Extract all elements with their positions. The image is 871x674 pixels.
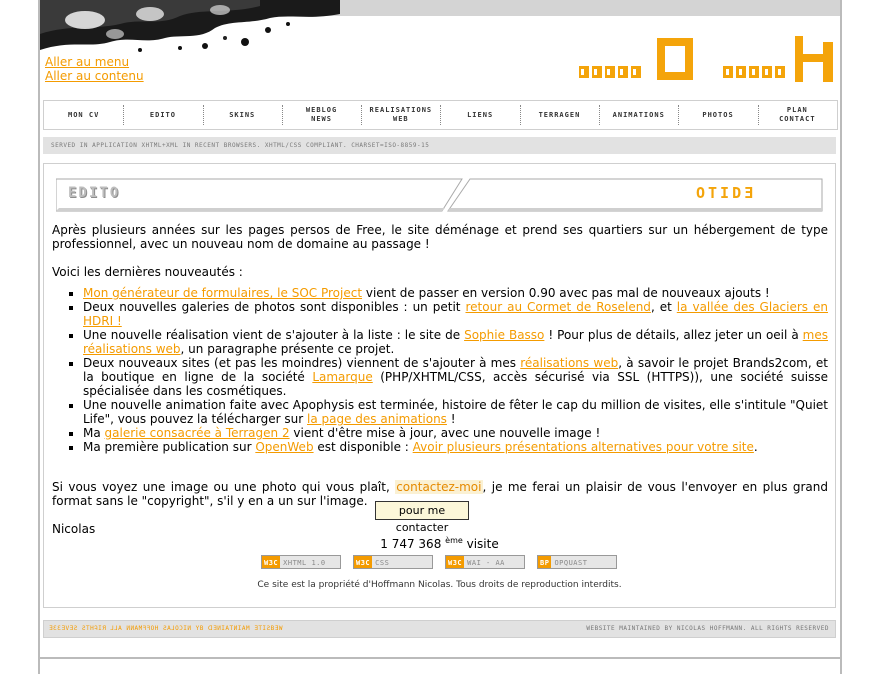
nav-item-photos[interactable]: PHOTOS xyxy=(678,101,757,129)
main-navigation xyxy=(43,100,838,130)
copyright-notice: Ce site est la propriété d'Hoffmann Nicolas. Tous droits de reproduction interdits. xyxy=(257,580,622,590)
opquast-badge[interactable]: BP OPQUAST xyxy=(537,555,617,569)
visit-counter xyxy=(44,534,835,551)
intro-paragraph: Après plusieurs années sur les pages persos de Free, le site déménage et prend ses quartiers sur un hébergement de type professionnel, avec un nouveau nom de domaine au passage ! xyxy=(52,223,828,251)
closing-paragraph: Si vous voyez une image ou une photo qui vous plaît, contactez-moi, je me ferai un plaisir de vous l'envoyer en plus grand format sans le "copyright", s'il y en a un sur l'image. xyxy=(52,480,828,508)
list-item: ▪ Ma première publication sur OpenWeb est disponible : Avoir plusieurs présentations alternatives pour votre site. xyxy=(83,440,828,454)
sophie-basso-link[interactable]: Sophie Basso xyxy=(464,328,545,342)
footer-text: WEBSITE MAINTAINED BY NICOLAS HOFFMANN. ALL RIGHTS RESERVED xyxy=(586,625,829,632)
animations-page-link[interactable]: la page des animations xyxy=(307,412,447,426)
edito-title-banner xyxy=(56,177,824,213)
vallee-glaciers-link[interactable]: la vallée des Glaciers en HDRI ! xyxy=(83,300,829,328)
edito-title: EDITO xyxy=(68,185,121,201)
alternative-presentations-link[interactable]: Avoir plusieurs présentations alternatives pour votre site xyxy=(412,440,754,454)
visit-label: visite xyxy=(462,537,499,551)
ink-splash-decoration xyxy=(40,0,340,56)
nav-item-mon-cv[interactable]: MON CV xyxy=(68,110,100,119)
mes-realisations-web-link[interactable]: mes réalisations web xyxy=(83,328,828,356)
list-item: ▪ Deux nouveaux sites (et pas les moindres) viennent de s'ajouter à mes réalisations web, à savoir le projet Brands2com, et la boutique en ligne de la société Lamarque (PHP/XHTML/CSS, accès sécurisé via SSL (HTTPS)), une société suisse spécialisée dans les cosmétiques. xyxy=(83,356,828,398)
edito-text xyxy=(52,223,828,536)
served-info-bar: SERVED IN APPLICATION XHTML+XML IN RECENT BROWSERS. XHTML/CSS COMPLIANT. CHARSET=ISO-8859-15 xyxy=(43,137,836,154)
footer-mirrored-text: ƎƐƐƎVƎƧ ƧTHᎸIЯ ⅃⅃A ИИAMꟻꟻOH ƧA⅃OƆIИ YB ᗡƎИIATИIAM ƎTIƧBƎW xyxy=(49,625,283,632)
nav-item-realisations-web[interactable]: REALISATIONS WEB xyxy=(361,101,440,129)
contact-me-link[interactable]: contactez-moi xyxy=(396,480,482,494)
soc-project-link[interactable]: Mon générateur de formulaires, le SOC Project xyxy=(83,286,363,300)
list-item: ▪ Une nouvelle animation faite avec Apophysis est terminée, histoire de fêter le cap du million de visites, elle s'intitule "Quiet Life", vous pouvez la télécharger sur la page des animations ! xyxy=(83,398,828,426)
nav-item-animations[interactable]: ANIMATIONS xyxy=(599,101,678,129)
edito-title-mirrored: OTIDƎ xyxy=(696,184,757,202)
list-item: ▪ Deux nouvelles galeries de photos sont disponibles : un petit retour au Cormet de Roselend, et la vallée des Glaciers en HDRI ! xyxy=(83,300,828,328)
header xyxy=(40,0,840,94)
lamarque-link[interactable]: Lamarque xyxy=(312,370,373,384)
contact-button[interactable]: pour me contacter xyxy=(375,501,469,520)
skip-to-content-link[interactable]: Aller au contenu xyxy=(45,69,144,83)
list-item: ▪ Une nouvelle réalisation vient de s'ajouter à la liste : le site de Sophie Basso ! Pour plus de détails, allez jeter un oeil à mes réalisations web, un paragraphe présente ce projet. xyxy=(83,328,828,356)
nav-item-skins[interactable]: SKINS xyxy=(203,101,282,129)
news-heading: Voici les dernières nouveautés : xyxy=(52,265,243,279)
visit-count: 1 747 368 xyxy=(380,537,442,551)
list-item: ▪ Ma galerie consacrée à Terragen 2 vient d'être mise à jour, avec une nouvelle image ! xyxy=(83,426,828,440)
wai-badge[interactable]: W3C WAI - AA xyxy=(445,555,525,569)
skip-links xyxy=(45,55,144,83)
terragen-gallery-link[interactable]: galerie consacrée à Terragen 2 xyxy=(104,426,290,440)
nav-item-plan-contact[interactable]: PLAN CONTACT xyxy=(758,101,837,129)
cormet-roselend-link[interactable]: retour au Cormet de Roselend xyxy=(465,300,651,314)
signature: Nicolas xyxy=(52,522,96,536)
realisations-web-link[interactable]: réalisations web xyxy=(520,356,619,370)
nav-item-weblog-news[interactable]: WEBLOG NEWS xyxy=(282,101,361,129)
page-shadow-right xyxy=(840,0,842,674)
validation-badges xyxy=(261,555,617,569)
site-logo xyxy=(577,34,839,86)
main-content xyxy=(43,163,836,608)
page-shadow-left xyxy=(38,0,40,674)
page-bottom-edge xyxy=(40,645,840,659)
news-list xyxy=(52,286,828,454)
skip-to-menu-link[interactable]: Aller au menu xyxy=(45,55,130,69)
nav-item-liens[interactable]: LIENS xyxy=(440,101,519,129)
footer-bar xyxy=(43,620,836,638)
visit-ordinal: ème xyxy=(445,536,463,545)
openweb-link[interactable]: OpenWeb xyxy=(255,440,314,454)
nav-item-terragen[interactable]: TERRAGEN xyxy=(520,101,599,129)
css-badge[interactable]: W3C CSS xyxy=(353,555,433,569)
list-item: ▪ Mon générateur de formulaires, le SOC Project vient de passer en version 0.90 avec pas mal de nouveaux ajouts ! xyxy=(83,286,828,300)
xhtml-badge[interactable]: W3C XHTML 1.0 xyxy=(261,555,341,569)
nav-item-edito[interactable]: EDITO xyxy=(123,101,202,129)
